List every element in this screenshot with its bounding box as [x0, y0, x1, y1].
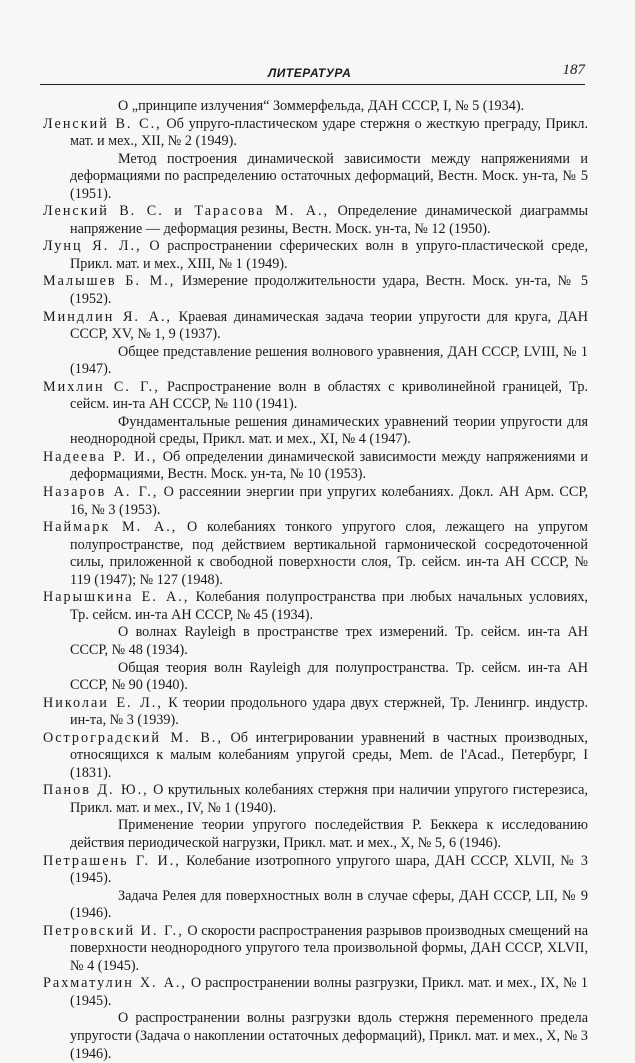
- reference-continuation: [43, 414, 588, 449]
- reference-text: О рассеянии энергии при упругих колебаниях. Докл. АН Арм. ССР, 16, № 3 (1953).: [70, 484, 588, 518]
- reference-entry: [43, 379, 588, 414]
- reference-entry: [43, 975, 588, 1010]
- reference-author: Лунц Я. Л.,: [43, 238, 142, 255]
- reference-text: О распространении волны разгрузки вдоль стержня переменного предела упругости (Задача о накоплении остаточных деформаций), Прикл. мат. и мех., X, № 3 (1946).: [70, 1010, 588, 1062]
- reference-author: Назаров А. Г.,: [43, 484, 159, 501]
- reference-text: К теории продольного удара двух стержней, Тр. Ленингр. индустр. ин-та, № 3 (1939).: [70, 694, 588, 729]
- running-title: ЛИТЕРАТУРА: [268, 66, 352, 80]
- reference-author: Рахматулин Х. А.,: [43, 975, 187, 992]
- reference-author: Петровский И. Г.,: [43, 922, 184, 939]
- reference-continuation: [43, 888, 588, 923]
- reference-text: Метод построения динамической зависимости между напряжениями и деформациями по распределению остаточных деформаций, Вестн. Моск. ун-та, № 5 (1951).: [70, 150, 588, 202]
- reference-entry: [43, 782, 588, 817]
- reference-continuation: [43, 624, 588, 659]
- reference-entry: [43, 730, 588, 783]
- reference-author: Петрашень Г. И.,: [43, 852, 181, 869]
- reference-entry: [43, 449, 588, 484]
- reference-text: Колебание изотропного упругого шара, ДАН СССР, XLVII, № 3 (1945).: [70, 852, 588, 887]
- reference-text: О волнах Rayleigh в пространстве трех измерений. Тр. сейсм. ин-та АН СССР, № 48 (1934).: [70, 624, 588, 658]
- reference-author: Николаи Е. Л.,: [43, 694, 163, 711]
- reference-text: Краевая динамическая задача теории упругости для круга, ДАН СССР, XV, № 1, 9 (1937).: [70, 308, 588, 343]
- reference-text: Распространение волн в областях с криволинейной границей, Тр. сейсм. ин-та АН СССР, № 110 (1941).: [70, 378, 588, 413]
- reference-entry: [43, 695, 588, 730]
- reference-continuation: [43, 344, 588, 379]
- reference-entry: [43, 853, 588, 888]
- reference-entry: [43, 484, 588, 519]
- reference-text: Об интегрировании уравнений в частных производных, относящихся к малым колебаниям упругой среды, Mem. de l'Acad., Петербург, I (1831).: [70, 729, 588, 781]
- reference-entry: [43, 273, 588, 308]
- reference-author: Миндлин Я. А.,: [43, 308, 172, 325]
- reference-list: [43, 98, 588, 1063]
- reference-text: Определение динамической диаграммы напряжение — деформация резины, Вестн. Моск. ун-та, № 12 (1950).: [70, 203, 588, 237]
- reference-text: Общая теория волн Rayleigh для полупространства. Тр. сейсм. ин-та АН СССР, № 90 (1940).: [70, 659, 588, 694]
- reference-text: Общее представление решения волнового уравнения, ДАН СССР, LVIII, № 1 (1947).: [70, 343, 588, 378]
- reference-text: О распространении сферических волн в упруго-пластической среде, Прикл. мат. и мех., XIII, № 1 (1949).: [70, 238, 588, 272]
- reference-text: Об определении динамической зависимости между напряжениями и деформациями, Вестн. Моск. ун-та, № 10 (1953).: [70, 448, 588, 483]
- reference-text: Измерение продолжительности удара, Вестн. Моск. ун-та, № 5 (1952).: [70, 273, 588, 308]
- page-number: 187: [562, 62, 585, 78]
- reference-continuation: [43, 817, 588, 852]
- reference-author: Ленский В. С.,: [43, 115, 162, 132]
- reference-author: Михлин С. Г.,: [43, 378, 160, 395]
- reference-entry: [43, 519, 588, 589]
- reference-continuation: [43, 151, 588, 204]
- reference-text: Об упруго-пластическом ударе стержня о жесткую преграду, Прикл. мат. и мех., XII, № 2 (1949).: [70, 115, 588, 150]
- reference-continuation: [43, 660, 588, 695]
- reference-text: Задача Релея для поверхностных волн в случае сферы, ДАН СССР, LII, № 9 (1946).: [70, 887, 588, 922]
- reference-author: Малышев Б. М.,: [43, 273, 176, 290]
- reference-entry: [43, 238, 588, 273]
- reference-entry: [43, 309, 588, 344]
- reference-text: О колебаниях тонкого упругого слоя, лежащего на упругом полупространстве, под действием вертикальной гармонической сосредоточенной силы, приложенной к свободной поверхности слоя, Тр. сейсм. ин-та АН СССР, № 119 (1947); № 127 (1948).: [70, 519, 588, 588]
- reference-entry: [43, 923, 588, 976]
- reference-text: Применение теории упругого последействия Р. Беккера к исследованию действия периодической нагрузки, Прикл. мат. и мех., X, № 5, 6 (1946).: [70, 817, 588, 851]
- reference-author: Панов Д. Ю.,: [43, 782, 149, 799]
- page-header: [40, 60, 585, 85]
- reference-author: Остроградский М. В.,: [43, 729, 223, 746]
- reference-author: Ленский В. С. и Тарасова М. А.,: [43, 203, 330, 220]
- reference-text: О скорости распространения разрывов производных смещений на поверхности неоднородного упругого тела произвольной формы, ДАН СССР, XLVII, № 4 (1945).: [70, 922, 588, 974]
- reference-text: О распространении волны разгрузки, Прикл. мат. и мех., IX, № 1 (1945).: [70, 975, 588, 1009]
- reference-text: О крутильных колебаниях стержня при наличии упругого гистерезиса, Прикл. мат. и мех., IV, № 1 (1940).: [70, 782, 588, 816]
- reference-author: Нарышкина Е. А.,: [43, 589, 190, 606]
- reference-text: О „принципе излучения“ Зоммерфельда, ДАН СССР, I, № 5 (1934).: [118, 98, 525, 114]
- reference-continuation: [43, 98, 588, 116]
- reference-entry: [43, 589, 588, 624]
- reference-entry: [43, 203, 588, 238]
- reference-author: Надеева Р. И.,: [43, 448, 158, 465]
- reference-author: Наймарк М. А.,: [43, 519, 178, 536]
- reference-continuation: [43, 1010, 588, 1063]
- reference-text: Колебания полупространства при любых начальных условиях, Тр. сейсм. ин-та АН СССР, № 45 (1934).: [70, 589, 588, 623]
- reference-text: Фундаментальные решения динамических уравнений теории упругости для неоднородной среды, Прикл. мат. и мех., XI, № 4 (1947).: [70, 413, 588, 448]
- reference-entry: [43, 116, 588, 151]
